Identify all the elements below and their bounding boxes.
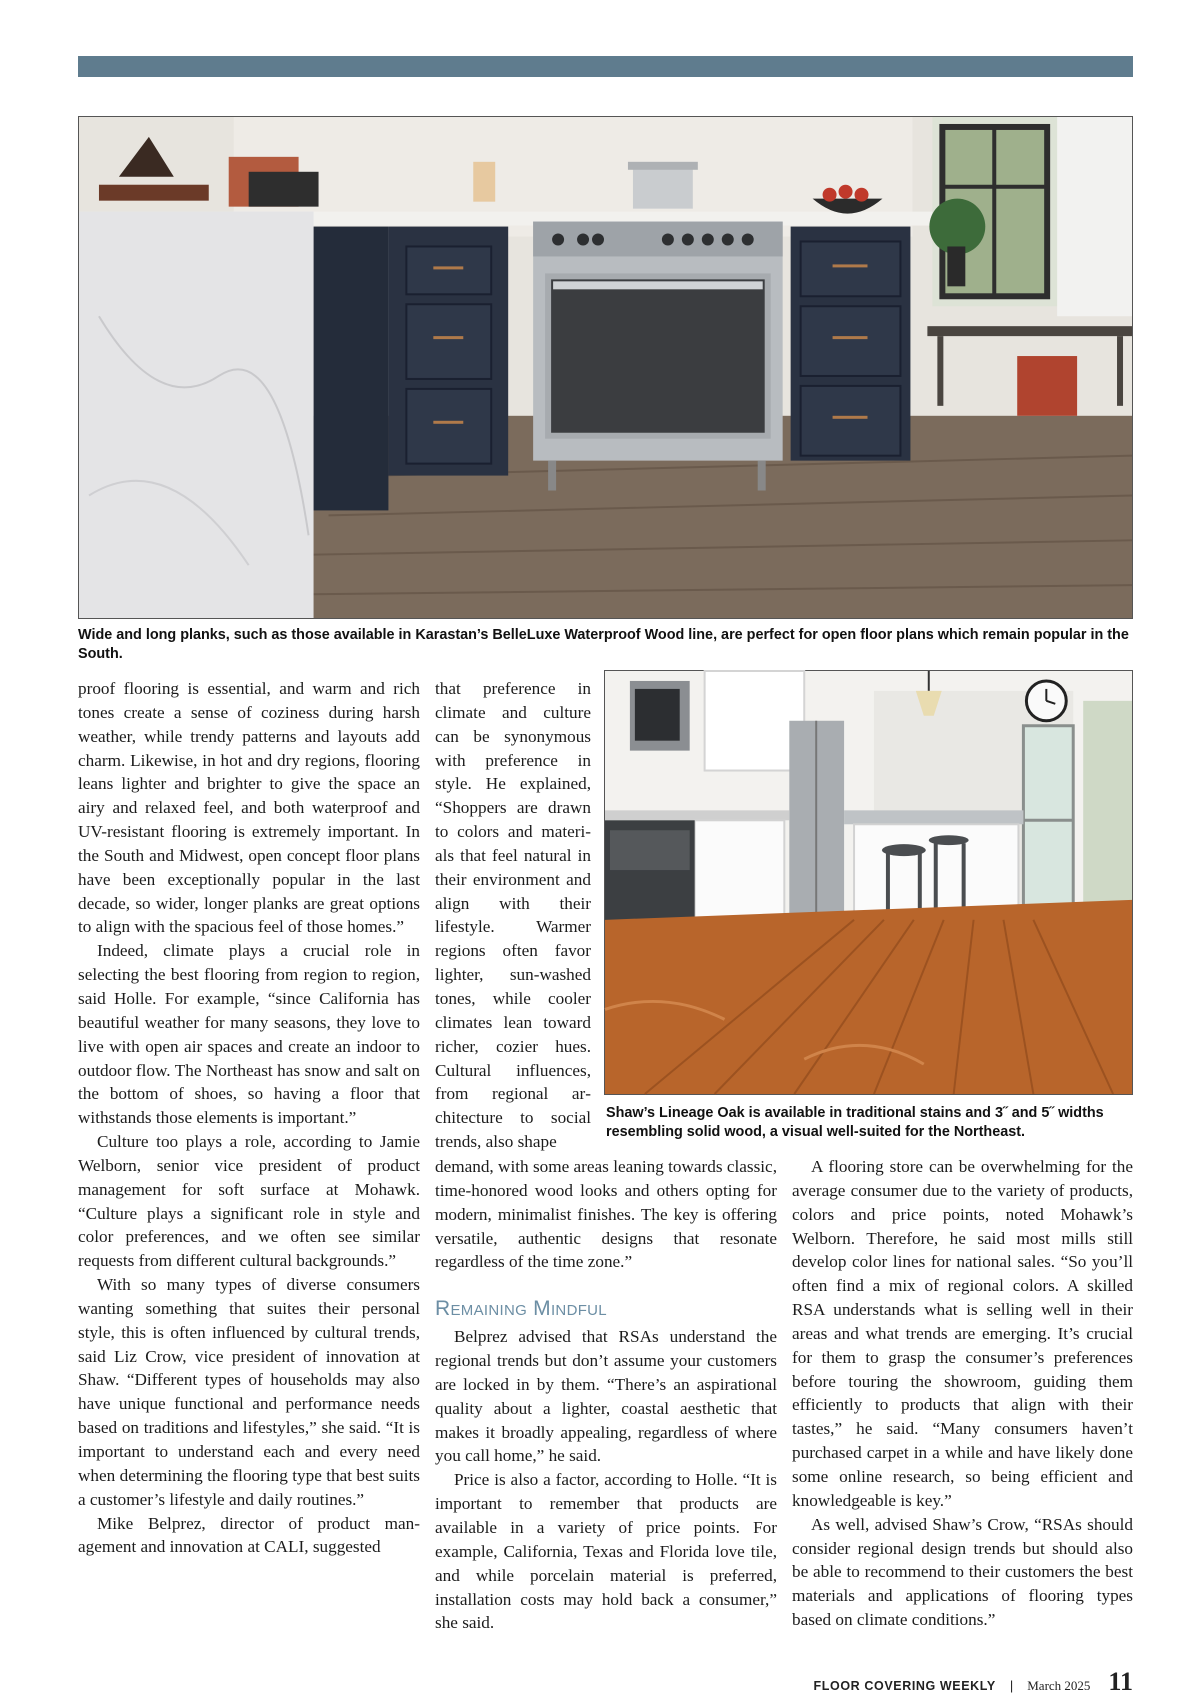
article-paragraph: Belprez advised that RSAs understand the regional trends but don’t assume your customers are locked in by them. “There’s an aspirational quality about a lighter, coastal aesthetic that makes it broadly appealing, regardless of where you call home,” he said. <box>435 1327 777 1466</box>
photo-caption-side: Shaw’s Lineage Oak is available in traditional stains and 3˝ and 5˝ widths resembling solid wood, a visual well-suited for the Northeast. <box>606 1105 1104 1140</box>
kitchen-photo-illustration <box>79 117 1132 618</box>
issue-date: March 2025 <box>1027 1678 1091 1693</box>
article-paragraph: As well, advised Shaw’s Crow, “RSAs should consider regional design trends but should also be able to recommend to their customers the best materials and applications of flooring types based on climate conditions.” <box>792 1514 1133 1630</box>
article-column-1 <box>78 677 420 1559</box>
page-footer <box>814 1667 1133 1697</box>
article-paragraph: A flooring store can be overwhelming for the average consumer due to the variety of products, colors and price points, noted Mohawk’s Welborn. Therefore, he said most mills still develop color lines for national sales. “So you’ll often find a mix of regional colors. A skilled RSA understands what is selling well in their areas and what trends are emerging. It’s crucial for them to grasp the consumer’s preferences before touring the showroom, guiding them efficiently to products that align with their tastes,” he said. “Many consumers haven’t purchased carpet in a while and have likely done some online research, so being efficient and knowledgeable is key.” <box>792 1157 1133 1510</box>
page-number: 11 <box>1108 1667 1133 1696</box>
photo-caption-top: Wide and long planks, such as those available in Karastan’s BelleLuxe Waterproof Wood line, are perfect for open floor plans which remain popular in the South. <box>78 627 1129 662</box>
section-subhead: Remaining Mindful <box>435 1297 607 1321</box>
article-paragraph: proof flooring is essential, and warm and rich tones create a sense of coziness during harsh weather, while trendy patterns and layouts add charm. Likewise, in hot and dry regions, flooring leans lighter and brighter to give the space an airy and relaxed feel, and both waterproof and UV-resistant flooring is extremely important. In the South and Midwest, open concept floor plans have been exceptionally popular in the last decade, so wider, longer planks are great options to align with the spacious feel of those homes.” <box>78 679 420 937</box>
kitchen-photo-karastan <box>78 116 1133 619</box>
article-paragraph: With so many types of diverse consumers wanting something that suites their personal style, this is often influenced by cultural trends, said Liz Crow, vice president of innovation at Shaw. “Different types of households may also have unique functional and performance needs based on traditions and lifestyles,” she said. “It is important to understand each and every need when determining the flooring type that best suits a customer’s lifestyle and daily routines.” <box>78 1275 420 1509</box>
article-paragraph: that preference in climate and culture can be synonymous with preference in style. He explained, “Shoppers are drawn to colors and materials that feel natural in their environment and align with their lifestyle. Warmer regions often favor lighter, sun-washed tones, while cooler climates lean toward richer, cozier hues. Cultural influences, from regional architecture to social trends, also shape <box>435 679 591 1152</box>
article-column-3 <box>792 1155 1133 1632</box>
article-paragraph: demand, with some areas leaning towards classic, time-honored wood looks and others opting for modern, minimalist finishes. The key is offering versatile, authentic designs that resonate regardless of the time zone.” <box>435 1157 777 1272</box>
publication-name: FLOOR COVERING WEEKLY <box>813 1679 996 1693</box>
article-column-2-narrow <box>435 677 591 1154</box>
kitchen-photo-illustration-2 <box>605 671 1132 1094</box>
header-bar <box>78 56 1133 77</box>
article-column-2 <box>435 1155 777 1635</box>
kitchen-photo-shaw <box>604 670 1133 1095</box>
article-paragraph: Mike Belprez, director of product management and innovation at CALI, suggested <box>78 1513 420 1557</box>
article-paragraph: Culture too plays a role, according to Jamie Welborn, senior vice president of product management for soft surface at Mohawk. “Culture plays a significant role in style and color preferences, and we often see similar requests from different cultural backgrounds.” <box>78 1132 420 1271</box>
footer-separator: | <box>1009 1678 1014 1693</box>
article-paragraph: Indeed, climate plays a crucial role in selecting the best flooring from region to region, said Holle. For example, “since California has beautiful weather for many seasons, they love to live with open air spaces and create an indoor to outdoor flow. The Northeast has snow and salt on the bottom of shoes, so having a floor that withstands those elements is important.” <box>78 941 420 1128</box>
article-paragraph: Price is also a factor, according to Holle. “It is important to remember that products are available in a variety of price points. For example, California, Texas and Florida love tile, and while porcelain material is preferred, installation costs may hold back a consumer,” she said. <box>435 1470 777 1633</box>
